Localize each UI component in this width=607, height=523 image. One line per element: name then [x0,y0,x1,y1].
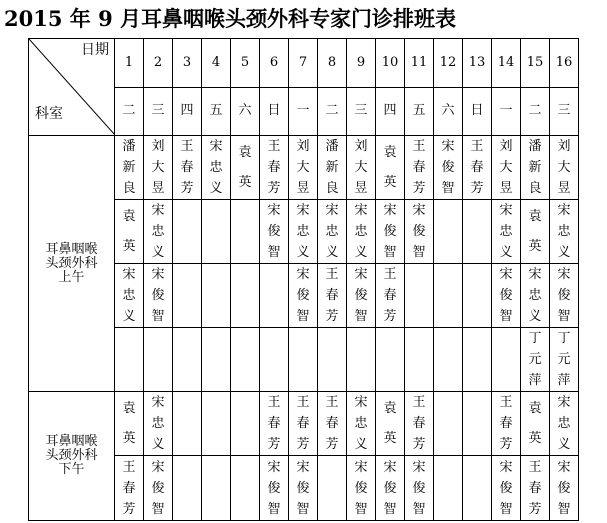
doctor-name: 王 春 芳 [470,139,484,196]
header-row-days [29,39,579,88]
day-number-cell: 11 [405,39,434,88]
afternoon-row [29,392,579,456]
doctor-name: 宋 忠 义 [354,395,368,452]
doctor-cell [318,392,347,456]
doctor-name: 王 春 芳 [499,395,513,452]
doctor-cell [202,328,231,392]
doctor-cell [173,264,202,328]
doctor-cell [144,392,173,456]
doctor-name: 刘 大 昱 [151,139,165,196]
doctor-name: 王 春 芳 [180,139,194,196]
doctor-cell [289,136,318,200]
doctor-name: 宋 俊 智 [383,459,397,517]
doctor-name: 宋 俊 智 [267,459,281,517]
doctor-name: 宋 俊 智 [557,267,571,324]
doctor-cell [347,328,376,392]
doctor-cell [173,200,202,264]
doctor-cell [231,200,260,264]
doctor-name: 宋 俊 智 [441,139,455,196]
day-number-cell: 13 [463,39,492,88]
doctor-cell [173,136,202,200]
doctor-cell [173,328,202,392]
doctor-cell [376,328,405,392]
weekday-cell: 六 [231,87,260,136]
doctor-name: 王 春 芳 [528,459,542,517]
doctor-cell [521,200,550,264]
doctor-cell [492,456,521,521]
day-number-cell: 9 [347,39,376,88]
doctor-cell [173,456,202,521]
doctor-cell [376,200,405,264]
weekday-cell: 五 [405,87,434,136]
doctor-name: 刘 大 昱 [296,139,310,196]
day-number-cell: 8 [318,39,347,88]
doctor-name: 宋 俊 智 [354,459,368,517]
doctor-cell [463,456,492,521]
doctor-cell [318,136,347,200]
doctor-name: 宋 俊 智 [267,203,281,260]
doctor-cell [289,264,318,328]
doctor-name: 宋 俊 智 [383,203,397,260]
doctor-cell [202,136,231,200]
doctor-cell [115,264,144,328]
doctor-name: 宋 忠 义 [557,203,571,260]
doctor-cell [231,392,260,456]
doctor-cell [463,200,492,264]
doctor-cell [289,392,318,456]
doctor-name: 宋 俊 智 [499,267,513,324]
department-cell: 耳鼻咽喉 头颈外科 下午 [29,392,115,521]
doctor-cell [434,136,463,200]
doctor-cell [202,392,231,456]
doctor-cell [463,136,492,200]
doctor-name: 宋 忠 义 [296,203,310,260]
department-label: 科室 [35,106,63,122]
doctor-cell [115,392,144,456]
doctor-name: 宋 俊 智 [151,459,165,517]
doctor-name: 宋 俊 智 [296,459,310,517]
doctor-cell [115,200,144,264]
day-number-cell: 15 [521,39,550,88]
doctor-cell [550,200,579,264]
doctor-cell [260,328,289,392]
doctor-name: 宋 忠 义 [528,267,542,324]
doctor-name: 宋 忠 义 [151,203,165,260]
doctor-cell [405,392,434,456]
doctor-cell [463,264,492,328]
day-number-cell: 3 [173,39,202,88]
doctor-cell [231,328,260,392]
doctor-cell [173,392,202,456]
doctor-name: 王 春 芳 [412,395,426,452]
doctor-cell [405,264,434,328]
doctor-name: 宋 忠 义 [325,203,339,260]
doctor-cell [434,328,463,392]
doctor-name: 丁 元 萍 [528,331,542,388]
doctor-cell [231,264,260,328]
doctor-cell [144,264,173,328]
doctor-cell [115,328,144,392]
doctor-cell [376,392,405,456]
doctor-cell [376,456,405,521]
diagonal-header-cell [29,39,115,136]
doctor-cell [202,200,231,264]
doctor-cell [231,456,260,521]
doctor-cell [202,456,231,521]
doctor-name: 袁 英 [528,401,542,446]
doctor-name: 王 春 芳 [325,395,339,452]
doctor-name: 潘 新 良 [122,139,136,196]
doctor-cell [492,200,521,264]
doctor-cell [521,392,550,456]
day-number-cell: 7 [289,39,318,88]
doctor-cell [405,200,434,264]
doctor-name: 宋 俊 智 [354,267,368,324]
doctor-name: 袁 英 [383,145,397,190]
day-number-cell: 6 [260,39,289,88]
weekday-cell: 三 [144,87,173,136]
doctor-cell [492,136,521,200]
day-number-cell: 10 [376,39,405,88]
doctor-name: 潘 新 良 [528,139,542,196]
doctor-cell [492,328,521,392]
weekday-cell: 四 [173,87,202,136]
doctor-cell [289,456,318,521]
doctor-name: 王 春 芳 [325,267,339,324]
doctor-cell [550,136,579,200]
doctor-cell [260,264,289,328]
doctor-name: 刘 大 昱 [557,139,571,196]
doctor-cell [144,200,173,264]
doctor-cell [521,328,550,392]
weekday-cell: 日 [260,87,289,136]
weekday-cell: 五 [202,87,231,136]
doctor-name: 宋 俊 智 [151,267,165,324]
weekday-cell: 二 [521,87,550,136]
doctor-name: 王 春 芳 [383,267,397,324]
doctor-cell [463,392,492,456]
doctor-name: 刘 大 昱 [354,139,368,196]
doctor-cell [463,328,492,392]
doctor-cell [202,264,231,328]
doctor-cell [289,328,318,392]
doctor-cell [521,456,550,521]
doctor-cell [434,264,463,328]
doctor-cell [347,456,376,521]
doctor-name: 宋 忠 义 [209,139,223,196]
doctor-name: 宋 忠 义 [557,395,571,452]
doctor-cell [260,200,289,264]
day-number-cell: 16 [550,39,579,88]
doctor-cell [318,200,347,264]
weekday-cell: 六 [434,87,463,136]
doctor-name: 王 春 芳 [412,139,426,196]
doctor-cell [260,392,289,456]
doctor-cell [434,200,463,264]
doctor-name: 宋 忠 义 [354,203,368,260]
doctor-name: 王 春 芳 [296,395,310,452]
doctor-cell [405,456,434,521]
doctor-name: 宋 忠 义 [151,395,165,452]
doctor-cell [347,264,376,328]
doctor-cell [144,456,173,521]
weekday-cell: 四 [376,87,405,136]
weekday-cell: 三 [550,87,579,136]
doctor-name: 潘 新 良 [325,139,339,196]
day-number-cell: 1 [115,39,144,88]
doctor-name: 王 春 芳 [267,395,281,452]
day-number-cell: 5 [231,39,260,88]
doctor-cell [347,392,376,456]
doctor-cell [434,392,463,456]
doctor-name: 王 春 芳 [122,459,136,517]
doctor-name: 丁 元 萍 [557,331,571,388]
day-number-cell: 2 [144,39,173,88]
doctor-cell [144,328,173,392]
doctor-name: 宋 俊 智 [296,267,310,324]
doctor-cell [347,136,376,200]
doctor-name: 宋 俊 智 [557,459,571,517]
doctor-cell [550,264,579,328]
weekday-cell: 二 [318,87,347,136]
doctor-cell [144,136,173,200]
doctor-cell [405,328,434,392]
doctor-cell [347,200,376,264]
weekday-cell: 三 [347,87,376,136]
day-number-cell: 4 [202,39,231,88]
doctor-cell [231,136,260,200]
doctor-cell [521,136,550,200]
doctor-cell [260,456,289,521]
doctor-name: 宋 忠 义 [499,203,513,260]
doctor-name: 宋 俊 智 [412,459,426,517]
doctor-cell [405,136,434,200]
doctor-cell [550,328,579,392]
doctor-name: 袁 英 [122,401,136,446]
doctor-cell [376,136,405,200]
schedule-table [28,38,579,521]
doctor-cell [492,264,521,328]
doctor-cell [521,264,550,328]
doctor-cell [318,264,347,328]
doctor-cell [550,392,579,456]
doctor-cell [434,456,463,521]
doctor-name: 宋 俊 智 [412,203,426,260]
page-title: 2015 年 9 月耳鼻咽喉头颈外科专家门诊排班表 [4,6,456,31]
doctor-cell [289,200,318,264]
morning-row [29,136,579,200]
doctor-name: 袁 英 [383,401,397,446]
doctor-cell [550,456,579,521]
date-label: 日期 [81,42,109,58]
day-number-cell: 12 [434,39,463,88]
doctor-cell [318,328,347,392]
doctor-cell [492,392,521,456]
doctor-name: 宋 忠 义 [122,267,136,324]
doctor-name: 王 春 芳 [267,139,281,196]
weekday-cell: 二 [115,87,144,136]
doctor-name: 袁 英 [528,209,542,254]
day-number-cell: 14 [492,39,521,88]
doctor-cell [376,264,405,328]
weekday-cell: 一 [492,87,521,136]
doctor-name: 宋 俊 智 [499,459,513,517]
doctor-cell [260,136,289,200]
doctor-name: 袁 英 [238,145,252,190]
doctor-cell [318,456,347,521]
doctor-cell [115,456,144,521]
weekday-cell: 日 [463,87,492,136]
doctor-name: 袁 英 [122,209,136,254]
doctor-name: 刘 大 昱 [499,139,513,196]
weekday-cell: 一 [289,87,318,136]
doctor-cell [115,136,144,200]
department-cell: 耳鼻咽喉 头颈外科 上午 [29,136,115,392]
